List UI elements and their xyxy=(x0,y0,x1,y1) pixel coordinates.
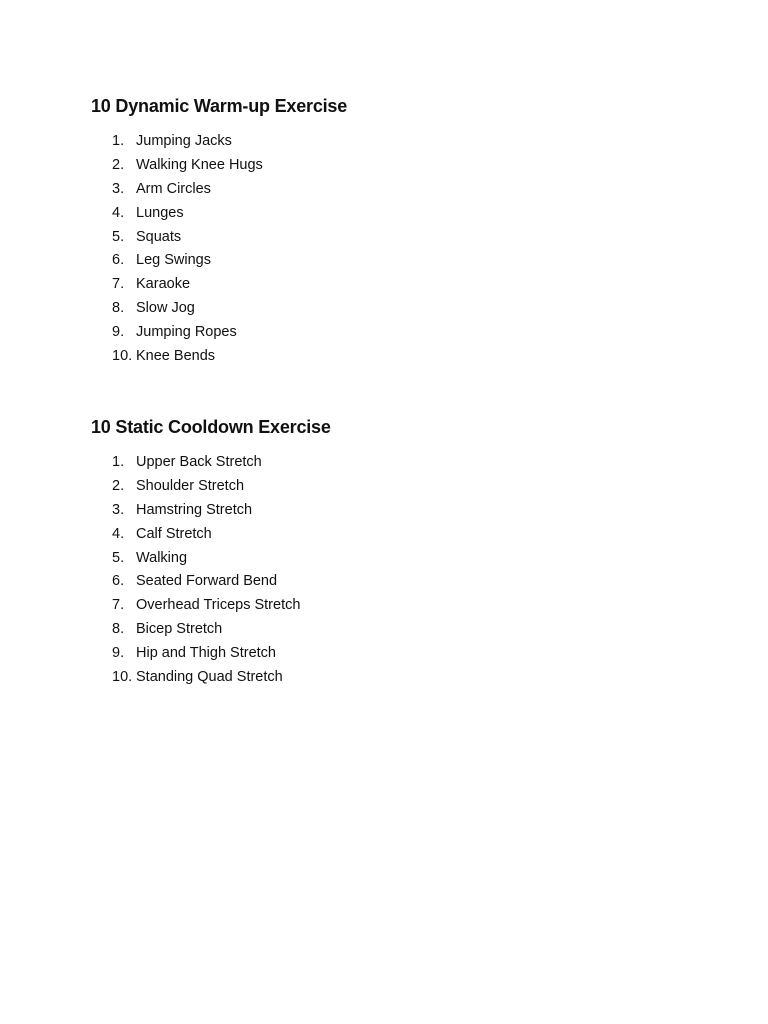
item-label: Jumping Ropes xyxy=(136,324,237,341)
item-label: Knee Bends xyxy=(136,348,216,365)
list-item xyxy=(112,154,472,178)
section-title: 10 Static Cooldown Exercise xyxy=(91,417,331,437)
item-label: Squats xyxy=(136,228,182,245)
list-item xyxy=(112,547,472,571)
list-item xyxy=(112,523,472,547)
list-item xyxy=(112,130,472,154)
list-item xyxy=(112,666,472,690)
item-label: Slow Jog xyxy=(136,300,195,317)
item-number: 3. xyxy=(112,501,125,518)
item-label: Walking Knee Hugs xyxy=(136,156,263,173)
list-item xyxy=(112,178,472,202)
item-label: Seated Forward Bend xyxy=(136,573,278,590)
item-label: Walking xyxy=(136,549,188,566)
item-number: 9. xyxy=(112,324,125,341)
item-label: Leg Swings xyxy=(136,252,211,269)
item-number: 6. xyxy=(112,252,125,269)
list-item xyxy=(112,226,472,250)
item-label: Standing Quad Stretch xyxy=(136,669,283,686)
list-item xyxy=(112,570,472,594)
item-label: Hamstring Stretch xyxy=(136,501,253,518)
item-number: 3. xyxy=(112,180,125,197)
list-item xyxy=(112,273,472,297)
list-item xyxy=(112,475,472,499)
item-number: 10. xyxy=(112,669,133,686)
item-label: Upper Back Stretch xyxy=(136,454,262,470)
item-number: 5. xyxy=(112,549,125,566)
item-number: 5. xyxy=(112,228,125,245)
list-item xyxy=(112,297,472,321)
item-number: 8. xyxy=(112,621,125,638)
item-number: 1. xyxy=(112,133,125,149)
list-item xyxy=(112,594,472,618)
item-label: Shoulder Stretch xyxy=(136,477,245,494)
list-item xyxy=(112,499,472,523)
list-item xyxy=(112,451,472,475)
item-number: 10. xyxy=(112,348,133,365)
cooldown-list xyxy=(112,451,472,690)
item-label: Calf Stretch xyxy=(136,525,212,542)
item-label: Jumping Jacks xyxy=(136,133,232,149)
item-label: Arm Circles xyxy=(136,180,211,197)
item-number: 2. xyxy=(112,156,125,173)
item-number: 8. xyxy=(112,300,125,317)
item-number: 6. xyxy=(112,573,125,590)
list-item xyxy=(112,321,472,345)
item-label: Hip and Thigh Stretch xyxy=(136,645,276,662)
warmup-section xyxy=(91,94,348,365)
list-item xyxy=(112,618,472,642)
cooldown-section xyxy=(91,415,331,686)
item-label: Lunges xyxy=(136,204,184,221)
item-number: 9. xyxy=(112,645,125,662)
item-label: Overhead Triceps Stretch xyxy=(136,597,301,614)
warmup-list xyxy=(112,130,472,369)
list-item xyxy=(112,249,472,273)
item-label: Bicep Stretch xyxy=(136,621,223,638)
list-item xyxy=(112,345,472,369)
section-title: 10 Dynamic Warm-up Exercise xyxy=(91,96,348,116)
list-item xyxy=(112,202,472,226)
item-number: 7. xyxy=(112,276,125,293)
list-item xyxy=(112,642,472,666)
item-number: 4. xyxy=(112,525,125,542)
item-number: 1. xyxy=(112,454,125,470)
item-number: 7. xyxy=(112,597,125,614)
item-number: 2. xyxy=(112,477,125,494)
item-label: Karaoke xyxy=(136,276,191,293)
item-number: 4. xyxy=(112,204,125,221)
